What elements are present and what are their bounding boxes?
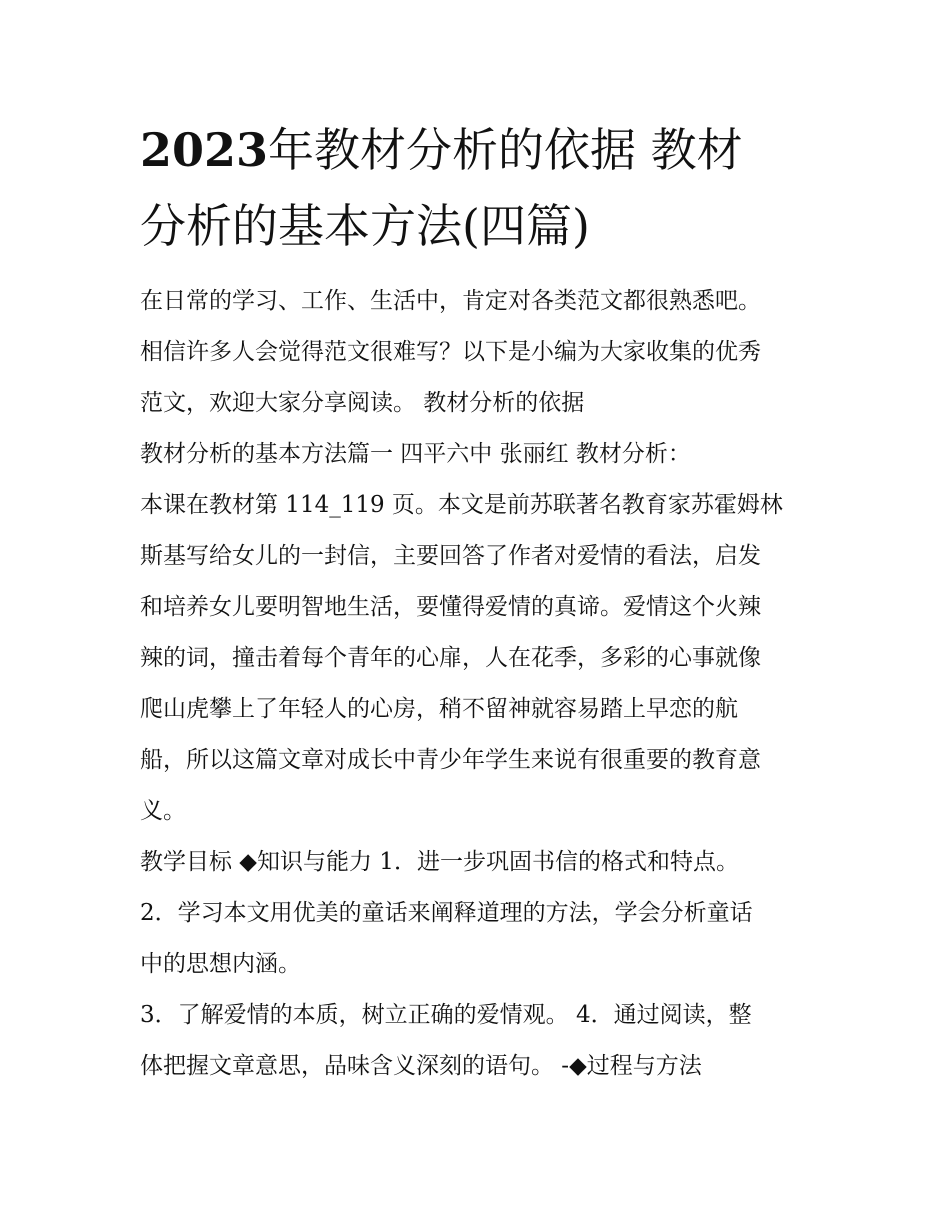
title-year: 2023: [140, 123, 269, 177]
document-body: [140, 276, 820, 1092]
body-line: 3．了解爱情的本质，树立正确的爱情观。 4．通过阅读，整: [140, 1002, 752, 1028]
body-line: 和培养女儿要明智地生活，要懂得爱情的真谛。爱情这个火辣: [140, 594, 761, 620]
body-line: 义。: [140, 798, 186, 824]
title-line-1: [140, 112, 820, 188]
body-line: 教材分析的基本方法篇一 四平六中 张丽红 教材分析：: [140, 441, 691, 467]
body-line: 2．学习本文用优美的童话来阐释道理的方法，学会分析童话: [140, 900, 753, 926]
body-line: 斯基写给女儿的一封信，主要回答了作者对爱情的看法，启发: [140, 543, 761, 569]
body-line: 船，所以这篇文章对成长中青少年学生来说有很重要的教育意: [140, 747, 761, 773]
body-line: 教学目标 ◆知识与能力 1．进一步巩固书信的格式和特点。: [140, 849, 739, 875]
body-line: 体把握文章意思，品味含义深刻的语句。 -◆过程与方法: [140, 1053, 702, 1079]
body-line: 本课在教材第 114_119 页。本文是前苏联著名教育家苏霍姆林: [140, 492, 783, 518]
body-line: 在日常的学习、工作、生活中，肯定对各类范文都很熟悉吧。: [140, 288, 761, 314]
body-line: 辣的词，撞击着每个青年的心扉，人在花季，多彩的心事就像: [140, 645, 761, 671]
body-line: 范文，欢迎大家分享阅读。 教材分析的依据: [140, 390, 585, 416]
title-line-2: 分析的基本方法(四篇): [140, 199, 590, 253]
document-title: [140, 112, 820, 264]
title-line-1-text: 年教材分析的依据 教材: [268, 123, 743, 177]
body-line: 中的思想内涵。: [140, 951, 301, 977]
body-line: 相信许多人会觉得范文很难写？以下是小编为大家收集的优秀: [140, 339, 761, 365]
body-line: 爬山虎攀上了年轻人的心房，稍不留神就容易踏上早恋的航: [140, 696, 738, 722]
